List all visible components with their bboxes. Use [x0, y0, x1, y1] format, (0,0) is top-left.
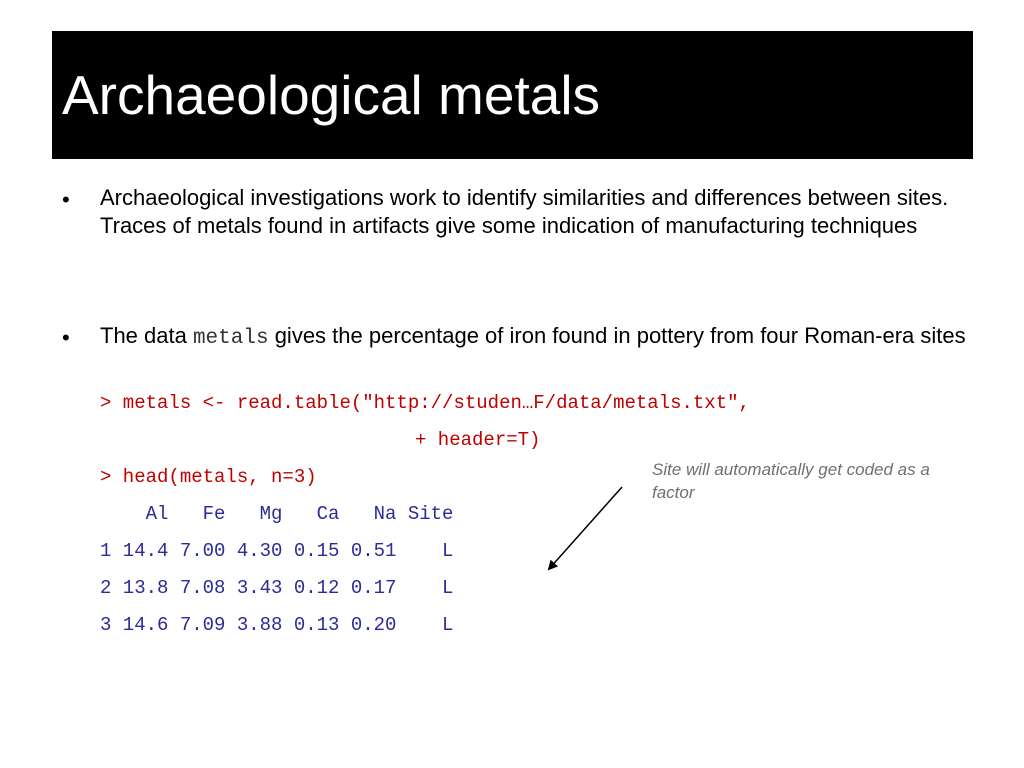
code-word-metals: metals — [192, 327, 269, 350]
table-row-3: 3 14.6 7.09 3.88 0.13 0.20 L — [100, 614, 454, 636]
table-row-2: 2 13.8 7.08 3.43 0.12 0.17 L — [100, 577, 454, 599]
annotation-note: Site will automatically get coded as a factor — [652, 460, 930, 502]
code-line-read-table: > metals <- read.table("http://studen…F/data/metals.txt", — [100, 392, 750, 414]
table-header-row: Al Fe Mg Ca Na Site — [100, 503, 454, 525]
bullet-text-2-before: The data — [100, 323, 193, 348]
bullet-marker-2: • — [62, 325, 70, 350]
code-line-head: > head(metals, n=3) — [100, 466, 317, 488]
code-line-continuation: + header=T) — [415, 429, 541, 451]
bullet-text-2-after: gives the percentage of iron found in pottery from four Roman-era sites — [268, 323, 966, 348]
slide-title: Archaeological metals — [62, 64, 601, 126]
table-row-1: 1 14.4 7.00 4.30 0.15 0.51 L — [100, 540, 454, 562]
bullet-text-1: Archaeological investigations work to identify similarities and differences between sites. Traces of metals found in artifacts give some indication of manufacturing techniques — [100, 185, 949, 238]
bullet-marker-1: • — [62, 187, 70, 212]
